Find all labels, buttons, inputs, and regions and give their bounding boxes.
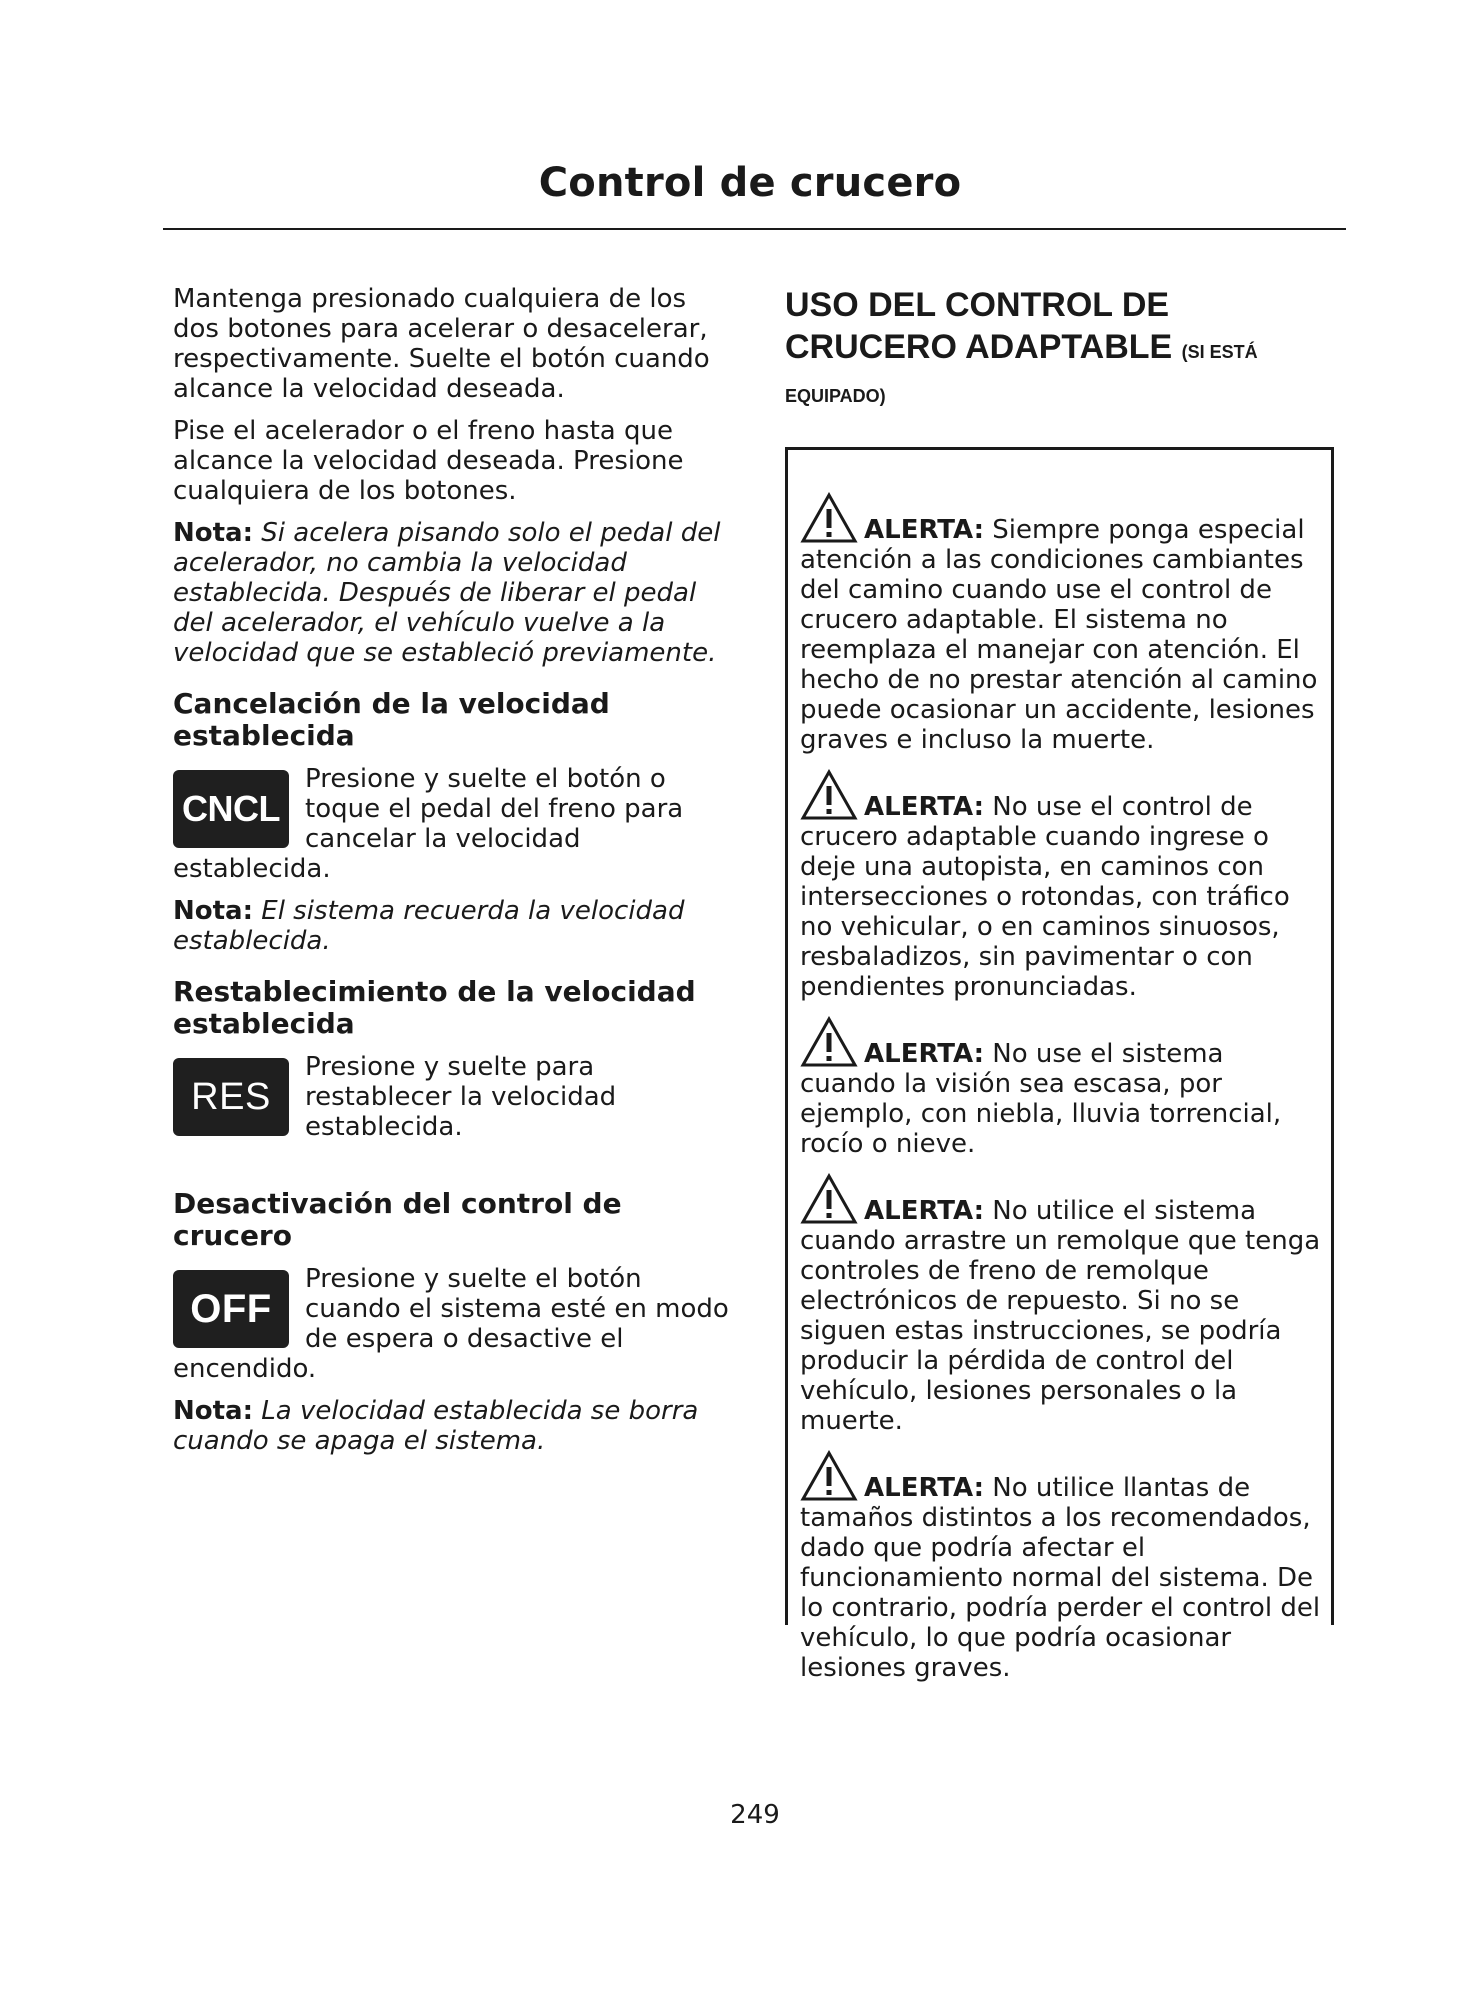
note-label: Nota: [173,518,253,548]
left-column [173,284,733,1468]
intro-paragraph-2: Pise el acelerador o el freno hasta que alcance la velocidad deseada. Presione cualquiera de los botones. [173,416,684,506]
note-label: Nota: [173,1396,253,1426]
section-heading-line2 [785,326,1345,373]
off-heading: Desactivación del control de crucero [173,1187,622,1252]
section-heading-line1: USO DEL CONTROL DE [785,286,1170,324]
note-label: Nota: [173,896,253,926]
alert-box [785,447,1334,1683]
resume-text: Presione y suelte para restablecer la velocidad establecida. [305,1052,617,1142]
note-text: El sistema recuerda la velocidad establecida. [173,896,685,956]
res-button-icon: RES [173,1058,289,1136]
page-number: 249 [730,1800,780,1830]
warning-triangle-icon [800,1450,858,1502]
alert-4 [800,1173,1323,1436]
page-title: Control de crucero [538,160,962,206]
note-text: Si acelera pisando solo el pedal del acelerador, no cambia la velocidad establecida. Después de liberar el pedal del acelerador, el vehículo vuelve a la velocidad que se estableció previamente. [173,518,721,668]
alert-label: ALERTA: [864,515,985,545]
section-heading-main: CRUCERO ADAPTABLE [785,328,1173,366]
alert-text: No use el control de crucero adaptable cuando ingrese o deje una autopista, en caminos con intersecciones o rotondas, con tráfico no vehicular, o en caminos sinuosos, resbaladizos, sin pavimentar o con pendientes pronunciadas. [800,792,1290,1002]
alert-1 [800,492,1323,755]
cancel-heading: Cancelación de la velocidad establecida [173,687,610,752]
alert-label: ALERTA: [864,792,985,822]
alert-text: No use el sistema cuando la visión sea escasa, por ejemplo, con niebla, lluvia torrencial, rocío o nieve. [800,1039,1282,1159]
resume-row [173,1052,733,1154]
section-heading-suffix: (SI ESTÁ [1181,342,1258,362]
alert-label: ALERTA: [864,1473,985,1503]
note-2 [173,896,733,956]
alert-2 [800,769,1323,1002]
alert-label: ALERTA: [864,1196,985,1226]
note-3 [173,1396,733,1456]
off-button-icon: OFF [173,1270,289,1348]
section-heading-continued: EQUIPADO) [785,386,886,406]
intro-paragraph-1: Mantenga presionado cualquiera de los dos botones para acelerar o desacelerar, respectivamente. Suelte el botón cuando alcance la velocidad deseada. [173,284,710,404]
right-column [785,284,1345,443]
warning-triangle-icon [800,1173,858,1225]
alert-label: ALERTA: [864,1039,985,1069]
note-1 [173,518,733,668]
alert-text: No utilice el sistema cuando arrastre un remolque que tenga controles de freno de remolque electrónicos de repuesto. Si no se siguen estas instrucciones, se podría producir la pérdida de control del vehículo, lesiones personales o la muerte. [800,1196,1321,1436]
off-row [173,1264,733,1396]
alert-text: Siempre ponga especial atención a las condiciones cambiantes del camino cuando use el control de crucero adaptable. El sistema no reemplaza el manejar con atención. El hecho de no prestar atención al camino puede ocasionar un accidente, lesiones graves e incluso la muerte. [800,515,1318,755]
resume-heading: Restablecimiento de la velocidad establecida [173,975,696,1040]
warning-triangle-icon [800,769,858,821]
title-divider [163,228,1346,230]
cancel-text: Presione y suelte el botón o toque el pedal del freno para cancelar la velocidad establecida. [173,764,684,884]
cancel-row [173,764,733,896]
section-heading [785,284,1345,373]
cncl-button-icon: CNCL [173,770,289,848]
note-text: La velocidad establecida se borra cuando se apaga el sistema. [173,1396,699,1456]
off-text: Presione y suelte el botón cuando el sistema esté en modo de espera o desactive el encendido. [173,1264,729,1384]
warning-triangle-icon [800,1016,858,1068]
warning-triangle-icon [800,492,858,544]
alert-3 [800,1016,1323,1159]
alert-5 [800,1450,1323,1683]
alert-text: No utilice llantas de tamaños distintos a los recomendados, dado que podría afectar el funcionamiento normal del sistema. De lo contrario, podría perder el control del vehículo, lo que podría ocasionar lesiones graves. [800,1473,1321,1683]
